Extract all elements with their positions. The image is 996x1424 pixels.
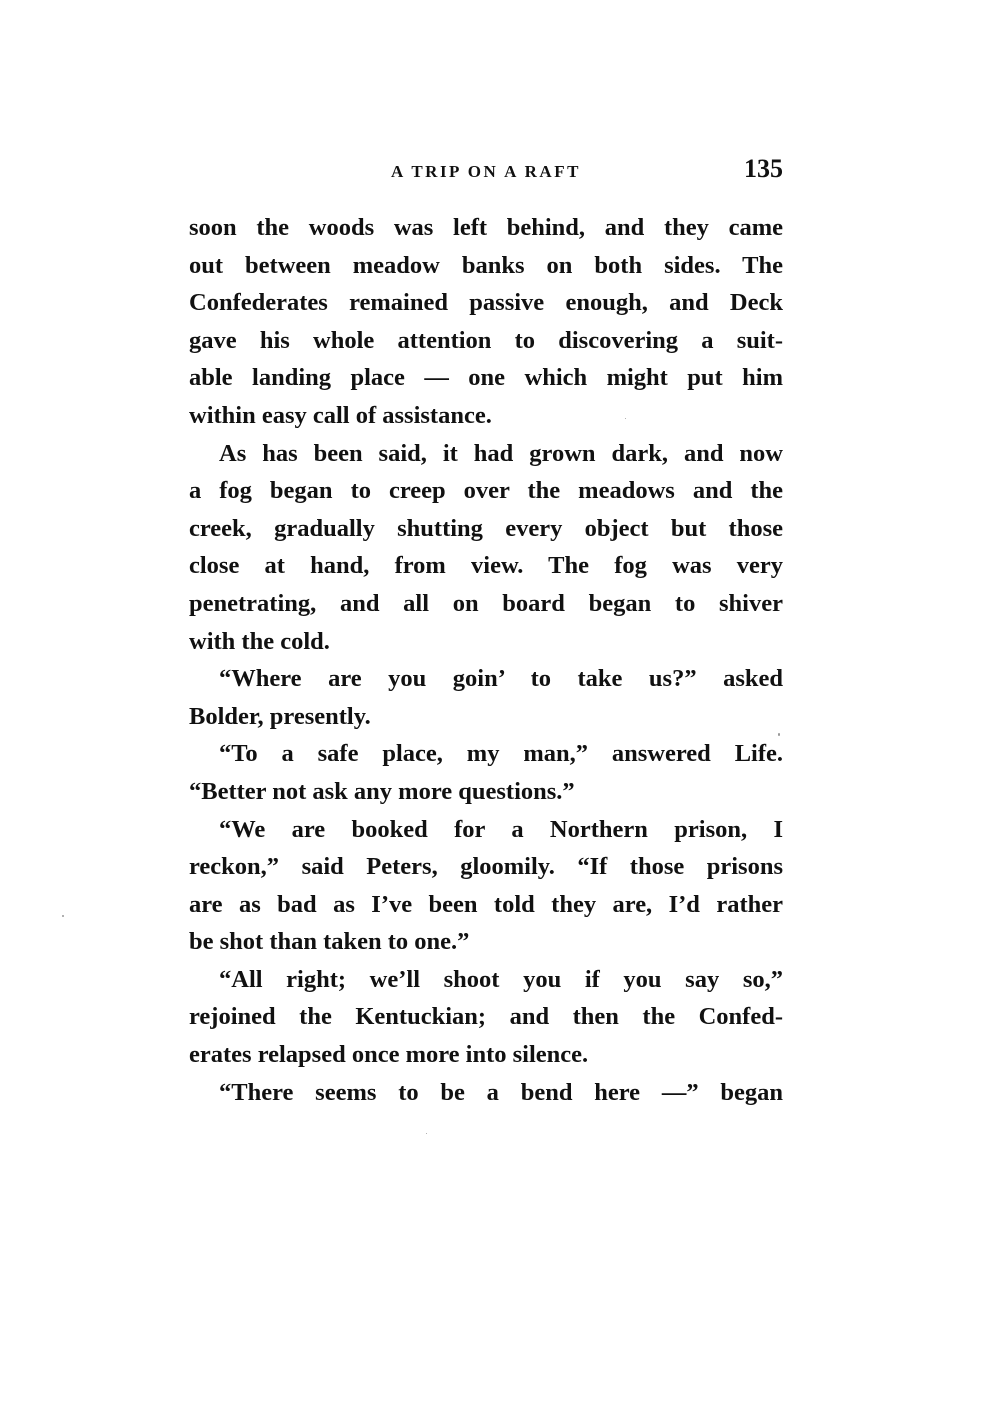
text-line: As has been said, it had grown dark, and now	[219, 439, 783, 467]
text-line: able landing place — one which might put him	[189, 364, 783, 392]
text-line: Bolder, presently.	[189, 702, 371, 730]
paper-speck	[625, 418, 626, 419]
paper-speck	[426, 1133, 427, 1134]
text-line: “There seems to be a bend here —” began	[219, 1078, 783, 1106]
text-line: “To a safe place, my man,” answered Life.	[219, 740, 783, 768]
text-line: reckon,” said Peters, gloomily. “If those prisons	[189, 853, 783, 881]
text-line: be shot than taken to one.”	[189, 928, 470, 956]
body-text	[189, 209, 783, 1111]
text-line: “Where are you goin’ to take us?” asked	[219, 665, 783, 693]
text-line: rejoined the Kentuckian; and then the Confed-	[189, 1003, 783, 1031]
text-line: with the cold.	[189, 627, 330, 655]
page-number: 135	[744, 154, 783, 183]
text-line: penetrating, and all on board began to shiver	[189, 589, 783, 617]
text-line: “We are booked for a Northern prison, I	[219, 815, 783, 843]
text-line: “All right; we’ll shoot you if you say so,”	[219, 965, 783, 993]
text-line: out between meadow banks on both sides. The	[189, 251, 783, 279]
text-line: Confederates remained passive enough, and Deck	[189, 289, 783, 317]
text-line: within easy call of assistance.	[189, 401, 492, 429]
text-line: close at hand, from view. The fog was very	[189, 552, 783, 580]
text-line: soon the woods was left behind, and they came	[189, 214, 783, 241]
running-head	[189, 152, 783, 192]
paper-speck	[62, 915, 64, 917]
text-line: are as bad as I’ve been told they are, I’d rather	[189, 890, 783, 918]
paper-speck	[778, 733, 780, 736]
running-title: A TRIP ON A RAFT	[391, 162, 581, 181]
text-line: creek, gradually shutting every object but those	[189, 514, 783, 542]
text-line: “Better not ask any more questions.”	[189, 777, 575, 805]
text-line: erates relapsed once more into silence.	[189, 1041, 589, 1069]
text-line: a fog began to creep over the meadows and the	[189, 477, 783, 505]
text-line: gave his whole attention to discovering a suit-	[189, 326, 783, 354]
